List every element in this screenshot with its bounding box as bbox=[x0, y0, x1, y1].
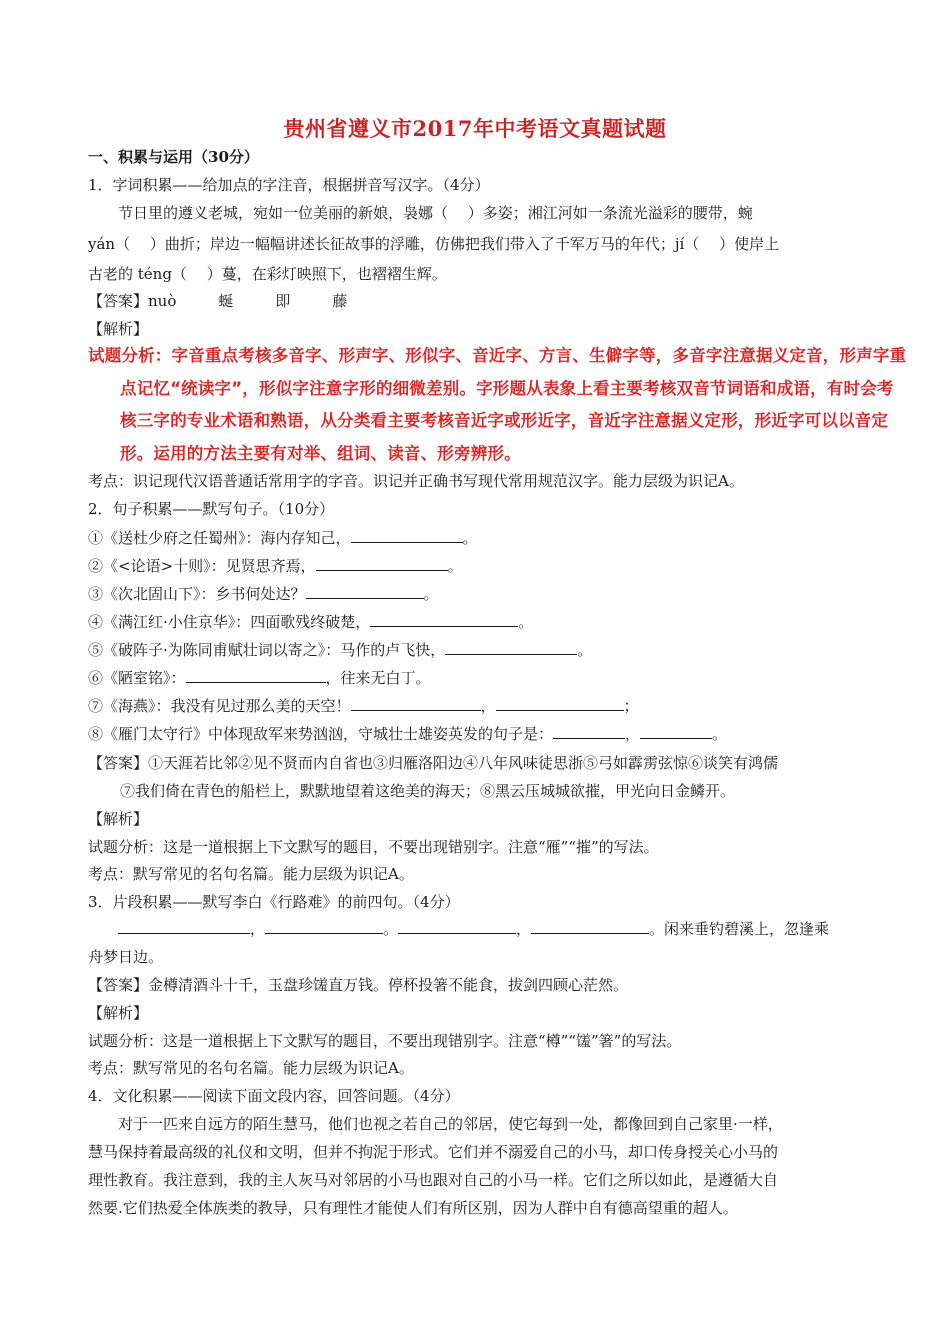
q1-point: 考点：识记现代汉语普通话常用字的字音。识记并正确书写现代常用规范汉字。能力层级为识记A。 bbox=[88, 472, 744, 490]
q3-line: ， 。 ， 。闲来垂钓碧溪上，忽逢乘 bbox=[118, 918, 829, 940]
q2-answer: 【答案】①天涯若比邻②见不贤而内自省也③归雁洛阳边④八年风味徒思浙⑤弓如霹雳弦惊⑥谈笑有鸿儒 bbox=[88, 754, 779, 772]
q1-analysis-label: 【解析】 bbox=[88, 320, 149, 338]
q4-passage-line3: 理性教育。我注意到，我的主人灰马对邻居的小马也跟对自己的小马一样。它们之所以如此，是遵循大自 bbox=[88, 1171, 779, 1189]
answer-blank[interactable] bbox=[306, 583, 424, 599]
q2-item: ④《满江红·小住京华》：四面歌残终破楚， 。 bbox=[88, 613, 534, 631]
answer-blank[interactable] bbox=[496, 695, 624, 711]
q2-item: ⑧《雁门太守行》中体现敌军来势汹汹，守城壮士雄姿英发的句子是： ， 。 bbox=[88, 725, 728, 743]
answer-blank[interactable] bbox=[265, 918, 383, 934]
q3-analysis-label: 【解析】 bbox=[88, 1004, 149, 1022]
q2-point: 考点：默写常见的名句名篇。能力层级为识记A。 bbox=[88, 865, 414, 883]
answer-item: 藤 bbox=[332, 292, 348, 310]
answer-blank[interactable] bbox=[316, 555, 448, 571]
q2-analysis-label: 【解析】 bbox=[88, 810, 149, 828]
q2-stem: 2．句子积累——默写句子。（10分） bbox=[88, 500, 335, 518]
answer-blank[interactable] bbox=[118, 918, 250, 934]
q1-analysis: 试题分析：字音重点考核多音字、形声字、形似字、音近字、方言、生僻字等，多音字注意据义定音，形声字重点记忆“统读字”，形似字注意字形的细微差别。字形题从表象上看主要考核双音节词语和成语，有时会考核三字的专业术语和熟语，从分类看主要考核音近字或形近字，音近字注意据义定形，形近字可以以音定形。运用的方法主要有对举、组词、读音、形旁辨形。 bbox=[88, 346, 907, 463]
answer-label: 【答案】 bbox=[88, 292, 149, 310]
answer-blank[interactable] bbox=[370, 611, 518, 627]
answer-item: 即 bbox=[275, 292, 291, 310]
page-title: 贵州省遵义市2017年中考语文真题试题 bbox=[283, 116, 667, 141]
answer-blank[interactable] bbox=[351, 695, 481, 711]
answer-blank[interactable] bbox=[553, 723, 625, 739]
answer-blank[interactable] bbox=[445, 639, 577, 655]
q2-item: ③《次北固山下》：乡书何处达？ 。 bbox=[88, 585, 439, 603]
q3-line2: 舟梦日边。 bbox=[88, 948, 164, 966]
answer-blank[interactable] bbox=[351, 527, 463, 543]
q2-item: ⑤《破阵子·为陈同甫赋壮词以寄之》：马作的卢飞快， 。 bbox=[88, 641, 593, 659]
q3-point: 考点：默写常见的名句名篇。能力层级为识记A。 bbox=[88, 1059, 414, 1077]
q2-item: ⑥《陋室铭》： ，往来无白丁。 bbox=[88, 669, 431, 687]
answer-blank[interactable] bbox=[640, 723, 712, 739]
q2-item: ①《送杜少府之任蜀州》：海内存知己， 。 bbox=[88, 529, 478, 547]
q1-stem: 1．字词积累——给加点的字注音，根据拼音写汉字。（4分） bbox=[88, 176, 490, 194]
q1-answer bbox=[88, 290, 347, 312]
q3-stem: 3．片段积累——默写李白《行路难》的前四句。（4分） bbox=[88, 893, 460, 911]
q1-passage-line2: yán（ ）曲折；岸边一幅幅讲述长征故事的浮雕，仿佛把我们带入了千军万马的年代；jí（ ）使岸上 bbox=[88, 235, 780, 253]
answer-blank[interactable] bbox=[186, 667, 326, 683]
q2-answer-cont: ⑦我们倚在青色的船栏上，默默地望着这绝美的海天；⑧黑云压城城欲摧，甲光向日金鳞开。 bbox=[120, 782, 736, 800]
q3-analysis: 试题分析：这是一道根据上下文默写的题目，不要出现错别字。注意“樽”“馐”箸”的写法。 bbox=[88, 1032, 682, 1050]
q2-item: ⑦《海燕》：我没有见过那么美的天空！ ， ； bbox=[88, 697, 639, 715]
q2-analysis: 试题分析：这是一道根据上下文默写的题目，不要出现错别字。注意“雁”“摧”的写法。 bbox=[88, 838, 659, 856]
q4-passage-line4: 然要.它们热爱全体族类的教导，只有理性才能使人们有所区别，因为人群中自有德高望重的超人。 bbox=[88, 1199, 738, 1217]
section-heading: 一、积累与运用（30分） bbox=[88, 148, 259, 166]
q4-passage-line1: 对于一匹来自远方的陌生慧马，他们也视之若自己的邻居，使它每到一处，都像回到自己家里·一样， bbox=[118, 1115, 783, 1133]
q4-passage-line2: 慧马保持着最高级的礼仪和文明，但并不拘泥于形式。它们并不溺爱自己的小马，却口传身授关心小马的 bbox=[88, 1143, 779, 1161]
answer-item: 蜒 bbox=[218, 292, 234, 310]
answer-blank[interactable] bbox=[531, 918, 649, 934]
q1-passage-line3: 古老的 téng（ ）蔓，在彩灯映照下，也褶褶生辉。 bbox=[88, 265, 447, 283]
q3-answer: 【答案】金樽清酒斗十千，玉盘珍馐直万钱。停杯投箸不能食，拔剑四顾心茫然。 bbox=[88, 976, 629, 994]
answer-blank[interactable] bbox=[398, 918, 516, 934]
q1-passage-line1: 节日里的遵义老城，宛如一位美丽的新娘，袅娜（ ）多姿；湘江河如一条流光溢彩的腰带，蜿 bbox=[118, 204, 753, 222]
answer-item: nuò bbox=[148, 292, 177, 310]
q4-stem: 4．文化积累——阅读下面文段内容，回答问题。（4分） bbox=[88, 1087, 460, 1105]
q2-item: ②《<论语>十则》：见贤思齐焉， 。 bbox=[88, 557, 463, 575]
